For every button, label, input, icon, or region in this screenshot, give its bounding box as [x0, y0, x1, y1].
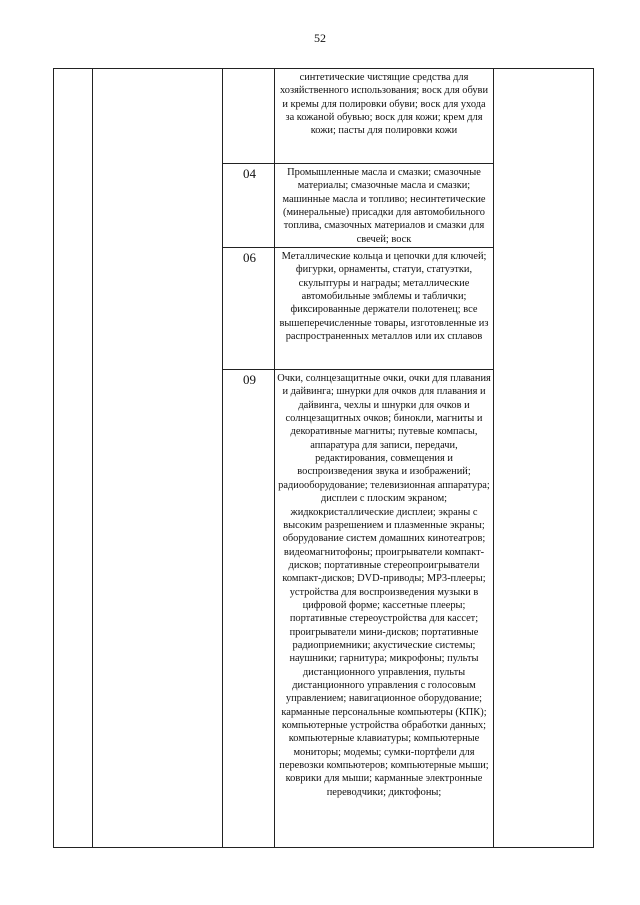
empty-cell-col5: [494, 69, 594, 848]
empty-cell-col1: [54, 69, 93, 848]
class-code: 04: [223, 164, 275, 248]
class-code: [223, 69, 275, 164]
class-code: 09: [223, 370, 275, 848]
goods-description: Очки, солнцезащитные очки, очки для плавания и дайвинга; шнурки для очков для плавания и дайвинга, чехлы и шнурки для очков и солнцезащитных очков; бинокли, магниты и декоративные магниты; путевые компасы, аппаратура для записи, передачи, редактирования, совмещения и воспроизведения звука и изображений; радиооборудование; телевизионная аппаратура; дисплеи с плоским экраном; жидкокристаллические дисплеи; экраны с высоким разрешением и плазменные экраны; оборудование систем домашних кинотеатров; видеомагнитофоны; проигрыватели компакт-дисков; портативные стереопроигрыватели компакт-дисков; DVD-приводы; MP3-плееры; устройства для воспроизведения музыки в цифровой форме; кассетные плееры; портативные стереоустройства для кассет; проигрыватели мини-дисков; портативные радиоприемники; акустические системы; наушники; гарнитура; микрофоны; пульты дистанционного управления, пульты дистанционного управления с голосовым управлением; навигационное оборудование; карманные персональные компьютеры (КПК); компьютерные устройства обработки данных; компьютерные клавиатуры; компьютерные мониторы; модемы; сумки-портфели для перевозки компьютеров; компьютерные мыши; коврики для мыши; карманные электронные переводчики; диктофоны;: [275, 370, 494, 848]
class-code: 06: [223, 248, 275, 370]
page-number: 52: [314, 31, 326, 45]
goods-description: Металлические кольца и цепочки для ключей; фигурки, орнаменты, статуи, статуэтки, скульптуры и награды; металлические автомобильные эмблемы и таблички; фиксированные держатели полотенец; все вышеперечисленные товары, изготовленные из распространенных металлов или их сплавов: [275, 248, 494, 370]
goods-description: синтетические чистящие средства для хозяйственного использования; воск для обуви и кремы для полировки обуви; воск для ухода за кожаной обувью; воск для кожи; крем для кожи; пасты для полировки кожи: [275, 69, 494, 164]
goods-description: Промышленные масла и смазки; смазочные материалы; смазочные масла и смазки; машинные масла и топливо; несинтетические (минеральные) присадки для автомобильного топлива, смазочных материалов и смазки для свечей; воск: [275, 164, 494, 248]
goods-table: [53, 68, 594, 848]
table-row: [54, 69, 594, 164]
empty-cell-col2: [93, 69, 223, 848]
